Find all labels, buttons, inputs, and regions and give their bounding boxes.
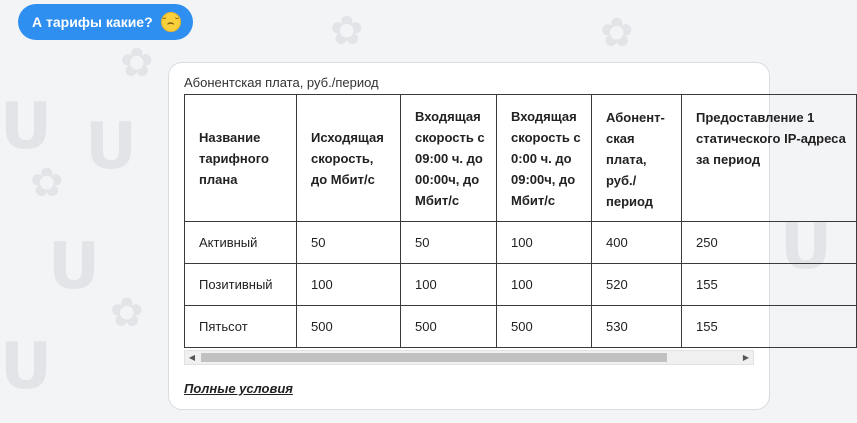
background-doodle: ✿: [30, 160, 64, 206]
scroll-right-icon[interactable]: ▶: [742, 353, 750, 362]
full-conditions-link[interactable]: Полные условия: [184, 381, 293, 396]
table-cell: 500: [401, 306, 497, 348]
table-cell: 100: [401, 264, 497, 306]
scroll-left-icon[interactable]: ◀: [188, 353, 196, 362]
table-row: [185, 306, 857, 348]
table-header-row: [185, 95, 857, 222]
table-cell: 100: [297, 264, 401, 306]
table-cell: 250: [682, 222, 857, 264]
table-cell: Активный: [185, 222, 297, 264]
background-doodle: U: [780, 210, 832, 284]
background-doodle: U: [85, 110, 137, 184]
table-scroll-area[interactable]: [184, 94, 846, 361]
background-doodle: ✿: [600, 10, 634, 56]
table-cell: Пятьсот: [185, 306, 297, 348]
table-cell: 155: [682, 306, 857, 348]
table-cell: 520: [592, 264, 682, 306]
table-cell: 100: [497, 264, 592, 306]
pensive-face-icon: ˘⌢˘: [161, 12, 181, 32]
table-cell: Позитивный: [185, 264, 297, 306]
user-message-text: А тарифы какие?: [32, 14, 153, 30]
header-plan-name: Название тарифного плана: [185, 95, 297, 222]
background-doodle: U: [0, 90, 52, 164]
tariffs-table: [184, 94, 857, 348]
background-doodle: U: [48, 230, 100, 304]
scrollbar-thumb[interactable]: [201, 353, 667, 362]
header-download-night: Входящая скорость с 0:00 ч. до 09:00ч, до Мбит/с: [497, 95, 592, 222]
header-upload-speed: Исходящая скорость, до Мбит/с: [297, 95, 401, 222]
background-doodle: ✿: [120, 40, 154, 86]
header-download-day: Входящая скорость с 09:00 ч. до 00:00ч, до Мбит/с: [401, 95, 497, 222]
bot-message-bubble: [168, 62, 846, 410]
table-cell: 400: [592, 222, 682, 264]
table-cell: 500: [497, 306, 592, 348]
table-cell: 50: [401, 222, 497, 264]
table-cell: 50: [297, 222, 401, 264]
table-cell: 155: [682, 264, 857, 306]
table-cell: 500: [297, 306, 401, 348]
horizontal-scrollbar[interactable]: [184, 350, 754, 365]
background-doodle: ✿: [330, 8, 364, 54]
background-doodle: U: [0, 330, 52, 404]
table-caption: Абонентская плата, руб./период: [184, 75, 379, 90]
header-monthly-fee: Абонент-ская плата, руб./ период: [592, 95, 682, 222]
table-cell: 530: [592, 306, 682, 348]
table-row: [185, 222, 857, 264]
table-cell: 100: [497, 222, 592, 264]
header-static-ip: Предоставление 1 статического IP-адреса за период: [682, 95, 857, 222]
table-row: [185, 264, 857, 306]
user-message-bubble: [18, 4, 193, 40]
background-doodle: ✿: [110, 290, 144, 336]
